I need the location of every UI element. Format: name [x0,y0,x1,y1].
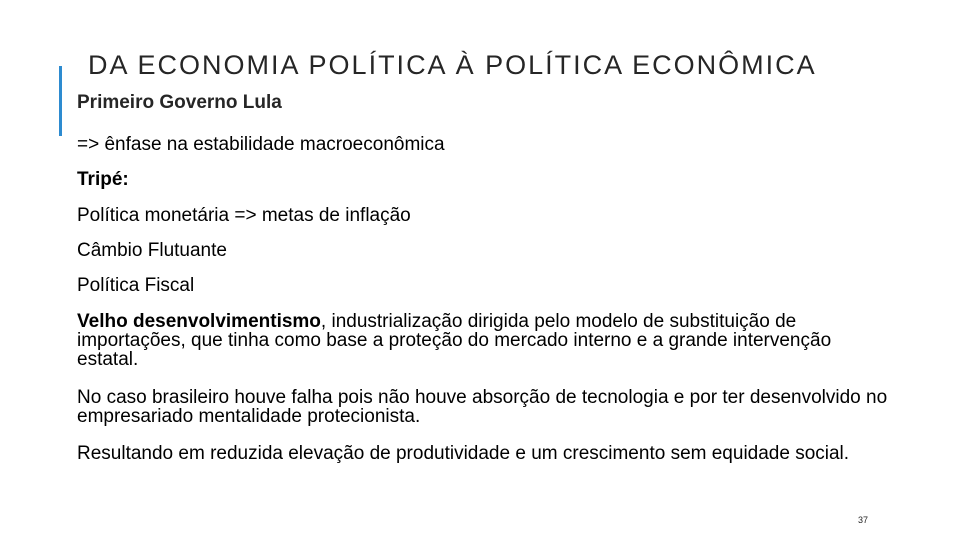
body-paragraph-tripe-heading: Tripé: [77,169,129,190]
slide-title: DA ECONOMIA POLÍTICA À POLÍTICA ECONÔMICA [88,50,817,80]
body-paragraph-floating-exchange: Câmbio Flutuante [77,240,227,261]
body-paragraph-fiscal-policy: Política Fiscal [77,275,195,296]
page-number: 37 [858,515,869,525]
title-accent-bar [59,66,62,136]
body-paragraph-result: Resultando em reduzida elevação de produtividade e um crescimento sem equidade social. [77,443,850,464]
slide-subtitle: Primeiro Governo Lula [77,92,282,113]
body-paragraph-emphasis: => ênfase na estabilidade macroeconômica [77,134,445,155]
developmentalism-term: Velho desenvolvimentismo [77,311,321,332]
body-paragraph-brazil-failure: No caso brasileiro houve falha pois não houve absorção de tecnologia e por ter desenvolvido no empresariado mentalidade protecionista. [77,387,888,427]
body-paragraph-developmentalism [77,312,897,369]
body-paragraph-monetary-policy: Política monetária => metas de inflação [77,205,411,226]
developmentalism-description: , industrialização dirigida pelo modelo de substituição de importações, que tinha como base a proteção do mercado interno e a grande intervenção estatal. [77,311,832,370]
